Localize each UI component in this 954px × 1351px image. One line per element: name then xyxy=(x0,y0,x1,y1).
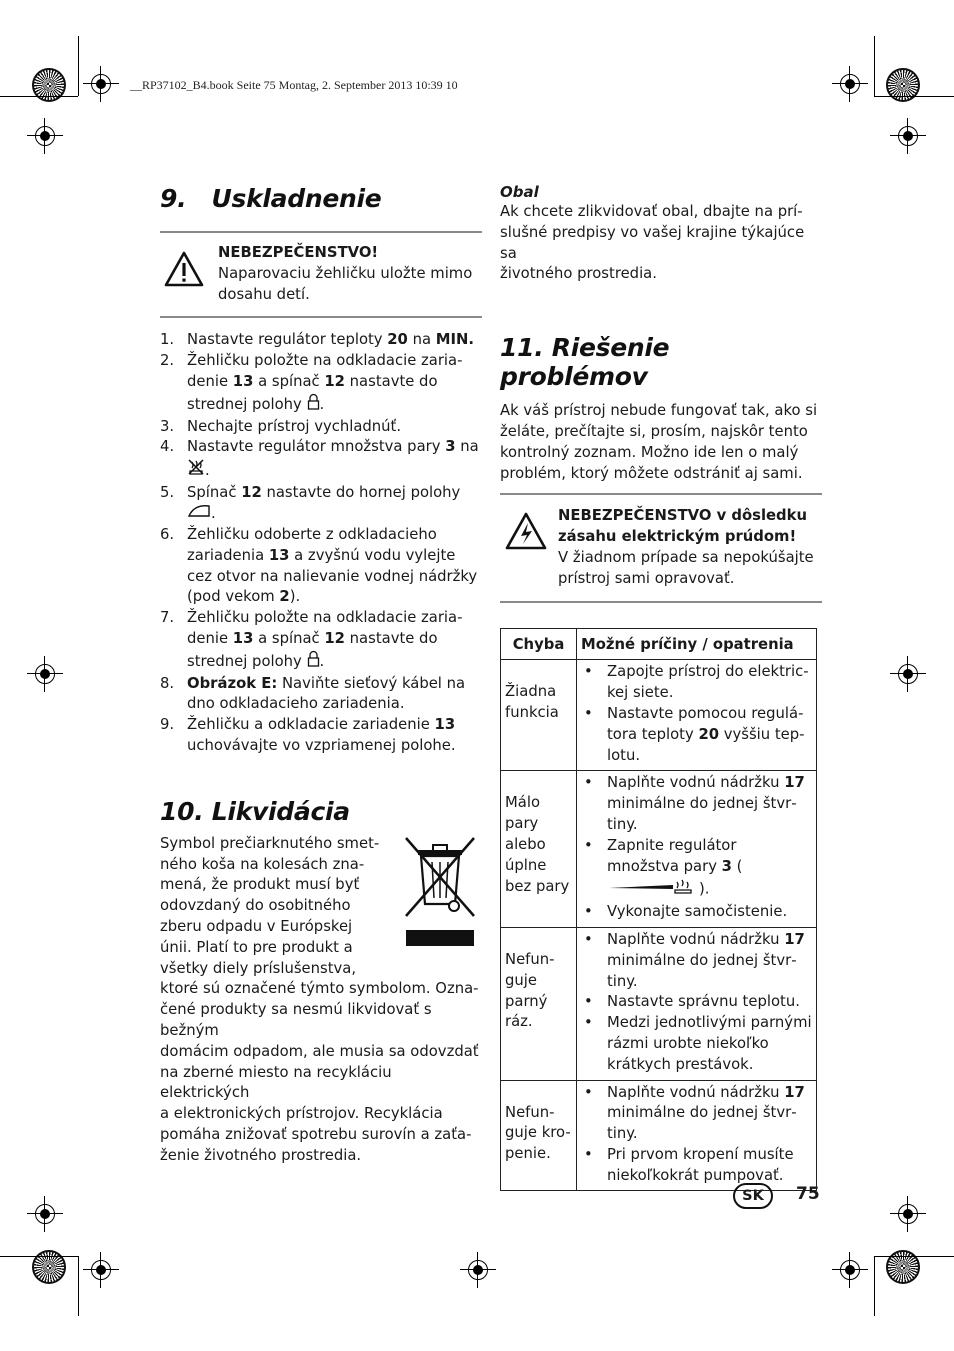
warning-heading-line2: zásahu elektrickým prúdom! xyxy=(558,528,797,546)
fault-text: Žiadna xyxy=(505,683,557,701)
table-row xyxy=(501,1080,817,1191)
list-item xyxy=(581,704,812,766)
warning-heading-line1: NEBEZPEČENSTVO v dôsledku xyxy=(558,507,808,525)
text-run: Naviňte sieťový kábel na dno odkladacieho zariadenia. xyxy=(187,674,466,713)
crop-line xyxy=(874,36,875,96)
text-line: všetky diely príslušenstva, xyxy=(160,959,357,977)
list-item xyxy=(581,1013,812,1075)
text-line: Ak chcete zlikvidovať obal, dbajte na prí- xyxy=(500,203,803,220)
text-line: ženie životného prostredia. xyxy=(160,1146,362,1164)
step-text xyxy=(187,352,462,413)
fault-text: guje kro- xyxy=(505,1124,571,1142)
text-run: nastavte do hornej polohy xyxy=(261,483,461,501)
print-slug: __RP37102_B4.book Seite 75 Montag, 2. September 2013 10:39 10 xyxy=(130,78,458,92)
list-item xyxy=(160,330,482,351)
fault-cell xyxy=(501,927,577,1080)
left-column xyxy=(160,170,482,1166)
list-item xyxy=(581,836,812,902)
bold-ref: 13 xyxy=(434,716,456,734)
crop-line xyxy=(874,1256,875,1316)
table-row xyxy=(501,660,817,771)
bold-ref: 3 xyxy=(445,438,456,456)
warning-text: V žiadnom prípade sa nepokúšajte prístroj sami opravovať. xyxy=(558,548,814,587)
bold-ref: 12 xyxy=(241,483,262,501)
text-run: minimálne do jednej štvrtiny. xyxy=(607,795,797,833)
page-number: 75 xyxy=(796,1184,820,1204)
warning-text: Naparovaciu žehličku uložte mimo dosahu detí. xyxy=(218,264,473,303)
fault-text: ráz. xyxy=(505,1013,533,1031)
text-line: pomáha znižovať spotrebu surovín a zaťa- xyxy=(160,1125,472,1143)
list-item xyxy=(160,437,482,483)
step-number: 8. xyxy=(160,674,175,692)
registration-crosshair xyxy=(832,1252,868,1288)
text-run: a spínač xyxy=(253,629,325,647)
text-run: nastavte do strednej polohy xyxy=(187,372,438,413)
step-number: 2. xyxy=(160,352,175,370)
packaging-heading: Obal xyxy=(500,183,539,201)
bold-ref: 13 xyxy=(232,629,254,647)
crop-line xyxy=(0,1256,78,1257)
bold-ref: 12 xyxy=(324,372,345,390)
list-item xyxy=(581,1083,812,1145)
text-run: minimálne do jednej štvrtiny. xyxy=(607,1104,797,1143)
table-header-row xyxy=(501,628,817,660)
text-run: Žehličku a odkladacie zariadenie xyxy=(187,716,435,734)
bold-ref: 12 xyxy=(324,629,345,647)
text-line: na zberné miesto na recykláciu elektrických xyxy=(160,1063,392,1102)
step-number: 3. xyxy=(160,417,175,435)
text-run: ). xyxy=(289,588,301,606)
remedy-cell xyxy=(577,1080,817,1191)
section-11-title: 11. Riešenie problémov xyxy=(500,333,670,392)
bold-ref: 17 xyxy=(784,774,805,792)
list-item xyxy=(160,525,482,608)
registration-crosshair xyxy=(890,118,926,154)
bold-ref: 13 xyxy=(268,546,290,564)
registration-crosshair xyxy=(832,66,868,102)
text-run: Žehličku položte na odkladacie zariadenie xyxy=(187,352,463,390)
text-run: . xyxy=(211,505,216,523)
text-run: . xyxy=(319,395,325,413)
fault-text: parný xyxy=(505,992,548,1010)
section-10-title: 10. Likvidácia xyxy=(160,796,350,826)
column-header-fault: Chyba xyxy=(501,628,577,660)
step-text xyxy=(187,609,462,670)
text-run: ( xyxy=(731,857,743,875)
step-text xyxy=(187,675,465,713)
step-text xyxy=(187,526,477,605)
warning-heading: NEBEZPEČENSTVO! xyxy=(218,244,379,261)
registration-crosshair xyxy=(890,656,926,692)
text-line: problém, ktorý môžete odstrániť aj sami. xyxy=(500,464,803,482)
text-run: Zapnite regulátor množstva pary xyxy=(607,836,737,875)
troubleshooting-intro xyxy=(500,401,822,484)
remedy-cell xyxy=(577,771,817,928)
text-run: nastavte do strednej polohy xyxy=(187,629,438,670)
text-run: Nastavte regulátor teploty xyxy=(187,331,388,349)
storage-warning-box xyxy=(160,231,482,318)
list-item xyxy=(581,930,812,992)
text-run: Zapojte prístroj do elektrickej siete. xyxy=(607,663,809,702)
lock-icon xyxy=(307,393,320,417)
column-header-remedy: Možné príčiny / opatrenia xyxy=(577,628,817,660)
bold-ref: Obrázok E: xyxy=(187,674,278,692)
text-run: Nastavte pomocou regulátora teploty xyxy=(607,704,804,743)
step-text xyxy=(187,484,460,522)
text-run: Pri prvom kropení musíte niekoľkokrát pumpovať. xyxy=(607,1145,794,1184)
text-line: ného koša na kolesách zna- xyxy=(160,855,365,873)
fault-text: Málo xyxy=(505,794,540,812)
list-item xyxy=(160,483,482,525)
text-run: ). xyxy=(699,880,710,898)
text-run: vyššiu teplotu. xyxy=(607,725,805,764)
bold-ref: 13 xyxy=(232,372,254,390)
text-line: kontrolný zoznam. Možno ide len o malý xyxy=(500,443,799,461)
step-number: 5. xyxy=(160,483,175,501)
bold-ref: MIN. xyxy=(435,331,474,349)
fault-text: bez pary xyxy=(505,877,570,895)
fault-text: penie. xyxy=(505,1145,551,1163)
text-run: Naplňte vodnú nádržku xyxy=(607,930,785,948)
text-run: Naplňte vodnú nádržku xyxy=(607,774,785,792)
text-line: ktoré sú označené týmto symbolom. Ozna- xyxy=(160,980,479,998)
fault-text: funkcia xyxy=(505,704,559,722)
fault-text: Nefun- xyxy=(505,950,555,968)
section-9-title: 9. Uskladnenie xyxy=(160,184,382,213)
text-run: Spínač xyxy=(187,483,242,501)
text-run: Žehličku položte na odkladacie zariadenie xyxy=(187,609,463,647)
list-item xyxy=(581,662,812,704)
step-text xyxy=(187,438,479,478)
list-item xyxy=(581,902,812,923)
crop-line xyxy=(78,1256,79,1316)
list-item xyxy=(160,674,482,716)
text-line: slušné predpisy vo vašej krajine týkajúce sa xyxy=(500,223,805,262)
registration-crosshair xyxy=(83,66,119,102)
text-line: zberu odpadu v Európskej xyxy=(160,917,353,935)
language-badge: SK xyxy=(733,1183,773,1209)
step-number: 9. xyxy=(160,716,175,734)
text-run: Naplňte vodnú nádržku xyxy=(607,1083,785,1101)
warning-triangle-icon xyxy=(164,251,204,287)
electric-shock-warning-box xyxy=(500,493,822,602)
list-item xyxy=(581,1145,812,1187)
bold-ref: 20 xyxy=(698,725,720,743)
disposal-text-wide xyxy=(160,979,482,1166)
step-number: 1. xyxy=(160,331,175,349)
registration-crosshair xyxy=(83,1252,119,1288)
text-line: životného prostredia. xyxy=(500,265,657,283)
text-line: čené produkty sa nesmú likvidovať s bežným xyxy=(160,1001,432,1039)
step-number: 7. xyxy=(160,609,175,627)
bold-ref: 2 xyxy=(279,588,290,606)
text-line: a elektronických prístrojov. Recyklácia xyxy=(160,1105,443,1123)
text-run: minimálne do jednej štvrtiny. xyxy=(607,951,797,990)
crop-line xyxy=(78,36,79,96)
text-line: mená, že produkt musí byť xyxy=(160,876,360,894)
crop-line xyxy=(874,96,954,97)
packaging-text xyxy=(500,202,822,285)
fault-text: pary xyxy=(505,815,539,833)
fault-cell xyxy=(501,1080,577,1191)
text-line: Symbol prečiarknutého smet- xyxy=(160,834,380,852)
step-number: 4. xyxy=(160,438,175,456)
bold-ref: 17 xyxy=(784,1083,805,1101)
remedy-cell xyxy=(577,660,817,771)
step-number: 6. xyxy=(160,525,175,543)
lock-icon xyxy=(307,650,320,674)
bold-ref: 17 xyxy=(784,930,805,948)
text-run: . xyxy=(205,461,210,479)
remedy-cell xyxy=(577,927,817,1080)
list-item xyxy=(581,992,812,1013)
text-line: domácim odpadom, ale musia sa odovzdať xyxy=(160,1042,479,1060)
fault-text: alebo xyxy=(505,835,546,853)
crossed-out-wheelie-bin-icon xyxy=(402,834,478,952)
electric-shock-warning-icon xyxy=(505,512,547,550)
text-run: Žehličku odoberte z odkladacieho zariadenia xyxy=(187,525,437,564)
table-row xyxy=(501,771,817,928)
text-run: Nastavte regulátor množstva pary xyxy=(187,438,446,456)
fault-text: guje xyxy=(505,971,537,989)
no-steam-icon xyxy=(187,458,205,483)
text-run: na xyxy=(455,438,479,456)
text-line: únii. Platí to pre produkt a xyxy=(160,938,353,956)
storage-steps-list xyxy=(160,330,482,756)
iron-icon xyxy=(187,504,211,525)
fault-text: Nefun- xyxy=(505,1103,555,1121)
registration-crosshair xyxy=(460,1252,496,1288)
text-run: uchovávajte vo vzpriamenej polohe. xyxy=(187,736,456,754)
fault-text: úplne xyxy=(505,856,547,874)
list-item xyxy=(160,351,482,416)
text-run: Medzi jednotlivými parnými rázmi urobte niekoľko krátkych prestávok. xyxy=(607,1014,812,1073)
bold-ref: 20 xyxy=(387,331,408,349)
list-item xyxy=(581,773,812,835)
list-item xyxy=(160,608,482,673)
text-run: na xyxy=(407,331,436,349)
text-line: odovzdaný do osobitného xyxy=(160,897,351,915)
registration-crosshair xyxy=(27,656,63,692)
right-column xyxy=(500,182,822,1191)
crop-line xyxy=(874,1256,954,1257)
text-run: Vykonajte samočistenie. xyxy=(607,903,788,921)
registration-crosshair xyxy=(27,118,63,154)
registration-crosshair xyxy=(890,1196,926,1232)
text-run: Nastavte správnu teplotu. xyxy=(607,993,800,1011)
text-run: a spínač xyxy=(253,372,325,390)
steam-max-icon xyxy=(607,877,699,902)
list-item xyxy=(160,715,482,757)
bold-ref: 3 xyxy=(721,857,732,875)
text-run: Nechajte prístroj vychladnúť. xyxy=(187,417,402,435)
step-text xyxy=(187,418,401,435)
list-item xyxy=(160,417,482,438)
step-text xyxy=(187,331,474,348)
text-run: . xyxy=(319,652,325,670)
crop-line xyxy=(0,96,78,97)
text-line: želáte, prečítajte si, prosím, najskôr tento xyxy=(500,422,808,440)
registration-crosshair xyxy=(27,1196,63,1232)
text-line: Ak váš prístroj nebude fungovať tak, ako si xyxy=(500,402,818,420)
step-text xyxy=(187,716,456,754)
text-run: a zvyšnú vodu vylejte cez otvor na nalievanie vodnej nádržky (pod vekom xyxy=(187,546,478,606)
table-row xyxy=(501,927,817,1080)
fault-cell xyxy=(501,660,577,771)
fault-cell xyxy=(501,771,577,928)
troubleshooting-table xyxy=(500,628,817,1192)
